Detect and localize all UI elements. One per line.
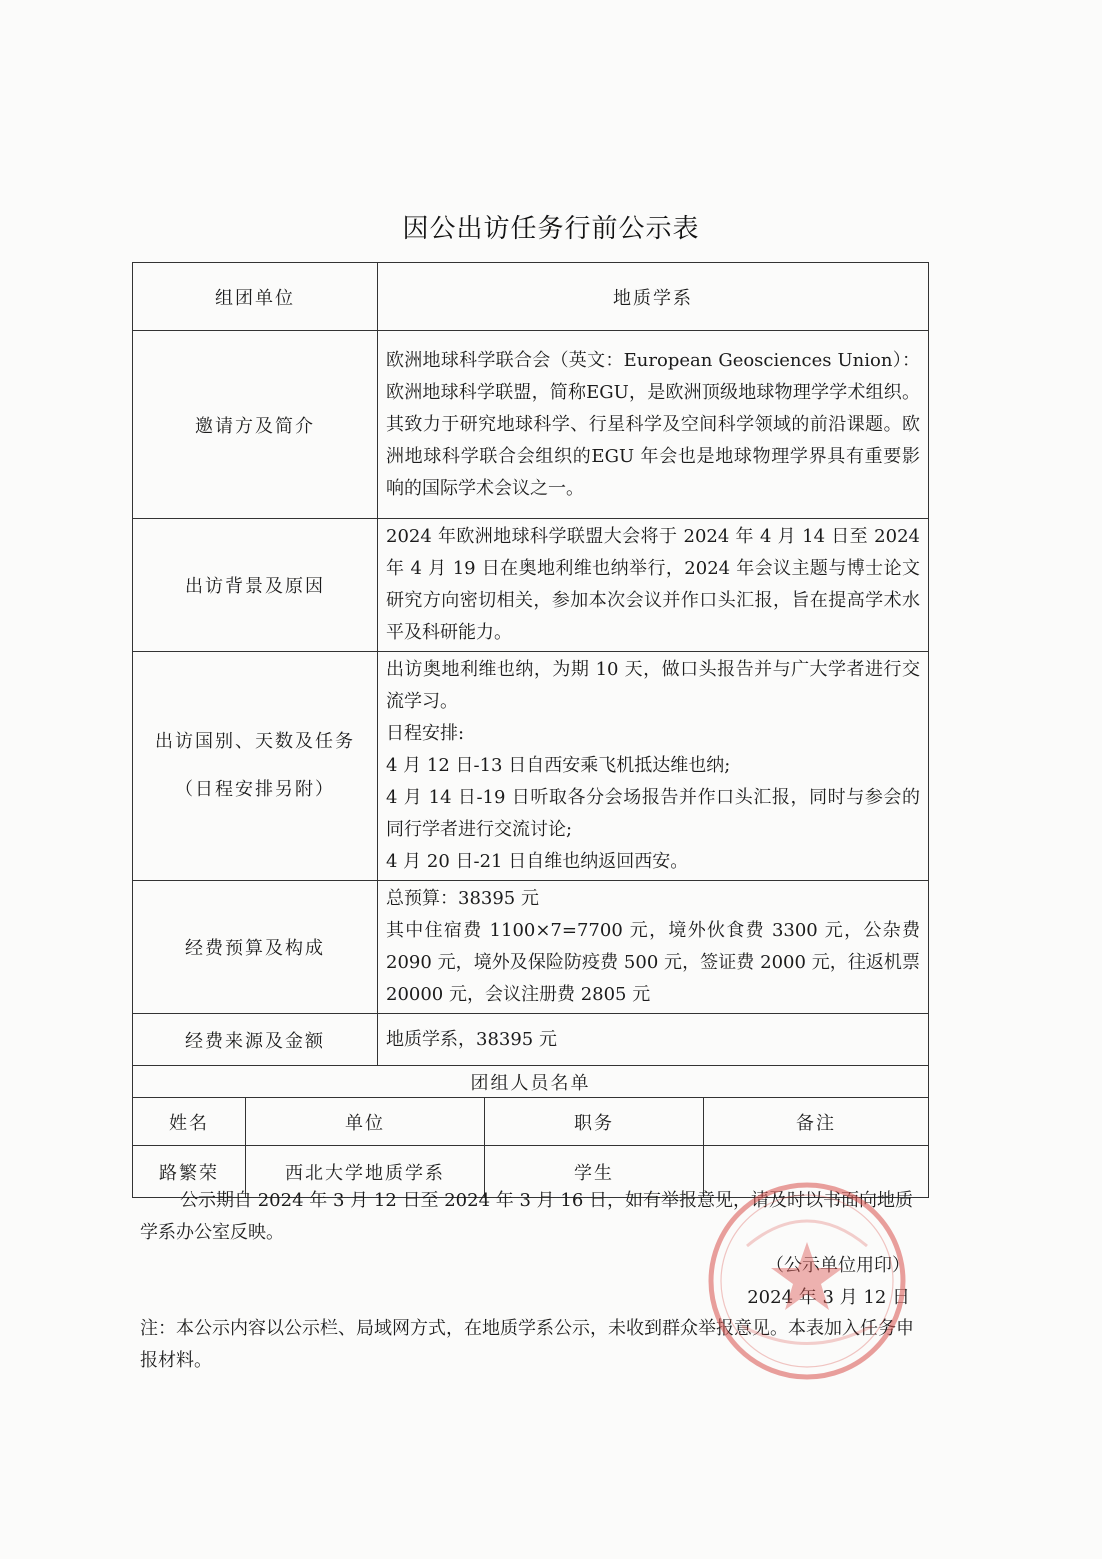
row-source	[133, 1014, 929, 1066]
members-heading: 团组人员名单	[133, 1066, 929, 1098]
visit-label: 出访国别、天数及任务	[155, 731, 355, 752]
members-header-row	[133, 1098, 929, 1146]
members-header-remark: 备注	[704, 1098, 929, 1146]
source-label: 经费来源及金额	[133, 1014, 378, 1066]
budget-content	[378, 881, 929, 1014]
members-header-name: 姓名	[133, 1098, 246, 1146]
background-label: 出访背景及原因	[133, 519, 378, 652]
row-members-heading	[133, 1066, 929, 1098]
visit-line-3: 4 月 12 日-13 日自西安乘飞机抵达维也纳;	[386, 755, 731, 776]
footnote-text: 注：本公示内容以公示栏、局域网方式，在地质学系公示，未收到群众举报意见。本表加入任务申报材料。	[140, 1318, 914, 1371]
member-unit: 西北大学地质学系	[246, 1146, 485, 1198]
seal-label: （公示单位用印）	[766, 1255, 910, 1276]
notice-text: 公示期自 2024 年 3 月 12 日至 2024 年 3 月 16 日，如有举报意见，请及时以书面向地质学系办公室反映。	[140, 1190, 913, 1243]
members-header-position: 职务	[485, 1098, 704, 1146]
inviter-label: 邀请方及简介	[133, 331, 378, 519]
org-unit-value: 地质学系	[378, 263, 929, 331]
budget-detail: 其中住宿费 1100×7=7700 元，境外伙食费 3300 元，公杂费 2090 元，境外及保险防疫费 500 元，签证费 2000 元，往返机票 20000 元，会议注册费 2805 元	[386, 920, 920, 1005]
visit-line-2: 日程安排:	[386, 723, 465, 744]
notice-date: 2024 年 3 月 12 日	[747, 1287, 910, 1308]
member-position: 学生	[485, 1146, 704, 1198]
visit-line-4: 4 月 14 日-19 日听取各分会场报告并作口头汇报，同时与参会的同行学者进行交流讨论;	[386, 787, 920, 840]
visit-label-sub: （日程安排另附）	[175, 779, 335, 800]
member-name: 路繁荣	[133, 1146, 246, 1198]
members-header-unit: 单位	[246, 1098, 485, 1146]
visit-content	[378, 652, 929, 881]
visit-line-1: 出访奥地利维也纳，为期 10 天，做口头报告并与广大学者进行交流学习。	[386, 659, 920, 712]
row-visit	[133, 652, 929, 881]
disclosure-table	[132, 262, 929, 1198]
row-background	[133, 519, 929, 652]
visit-line-5: 4 月 20 日-21 日自维也纳返回西安。	[386, 851, 689, 872]
visit-label-cell	[133, 652, 378, 881]
page-title: 因公出访任务行前公示表	[402, 214, 700, 244]
row-budget	[133, 881, 929, 1014]
budget-total: 总预算：38395 元	[386, 888, 539, 909]
org-unit-label: 组团单位	[133, 263, 378, 331]
background-text: 2024 年欧洲地球科学联盟大会将于 2024 年 4 月 14 日至 2024 年 4 月 19 日在奥地利维也纳举行，2024 年会议主题与博士论文研究方向密切相关，参加本次会议并作口头汇报，旨在提高学术水平及科研能力。	[378, 519, 929, 652]
row-org-unit	[133, 263, 929, 331]
source-value: 地质学系，38395 元	[378, 1014, 929, 1066]
row-inviter	[133, 331, 929, 519]
inviter-text: 欧洲地球科学联合会（英文：European Geosciences Union）：欧洲地球科学联盟，简称EGU，是欧洲顶级地球物理学学术组织。其致力于研究地球科学、行星科学及空间科学领域的前沿课题。欧洲地球科学联合会组织的EGU 年会也是地球物理学界具有重要影响的国际学术会议之一。	[378, 331, 929, 519]
budget-label: 经费预算及构成	[133, 881, 378, 1014]
